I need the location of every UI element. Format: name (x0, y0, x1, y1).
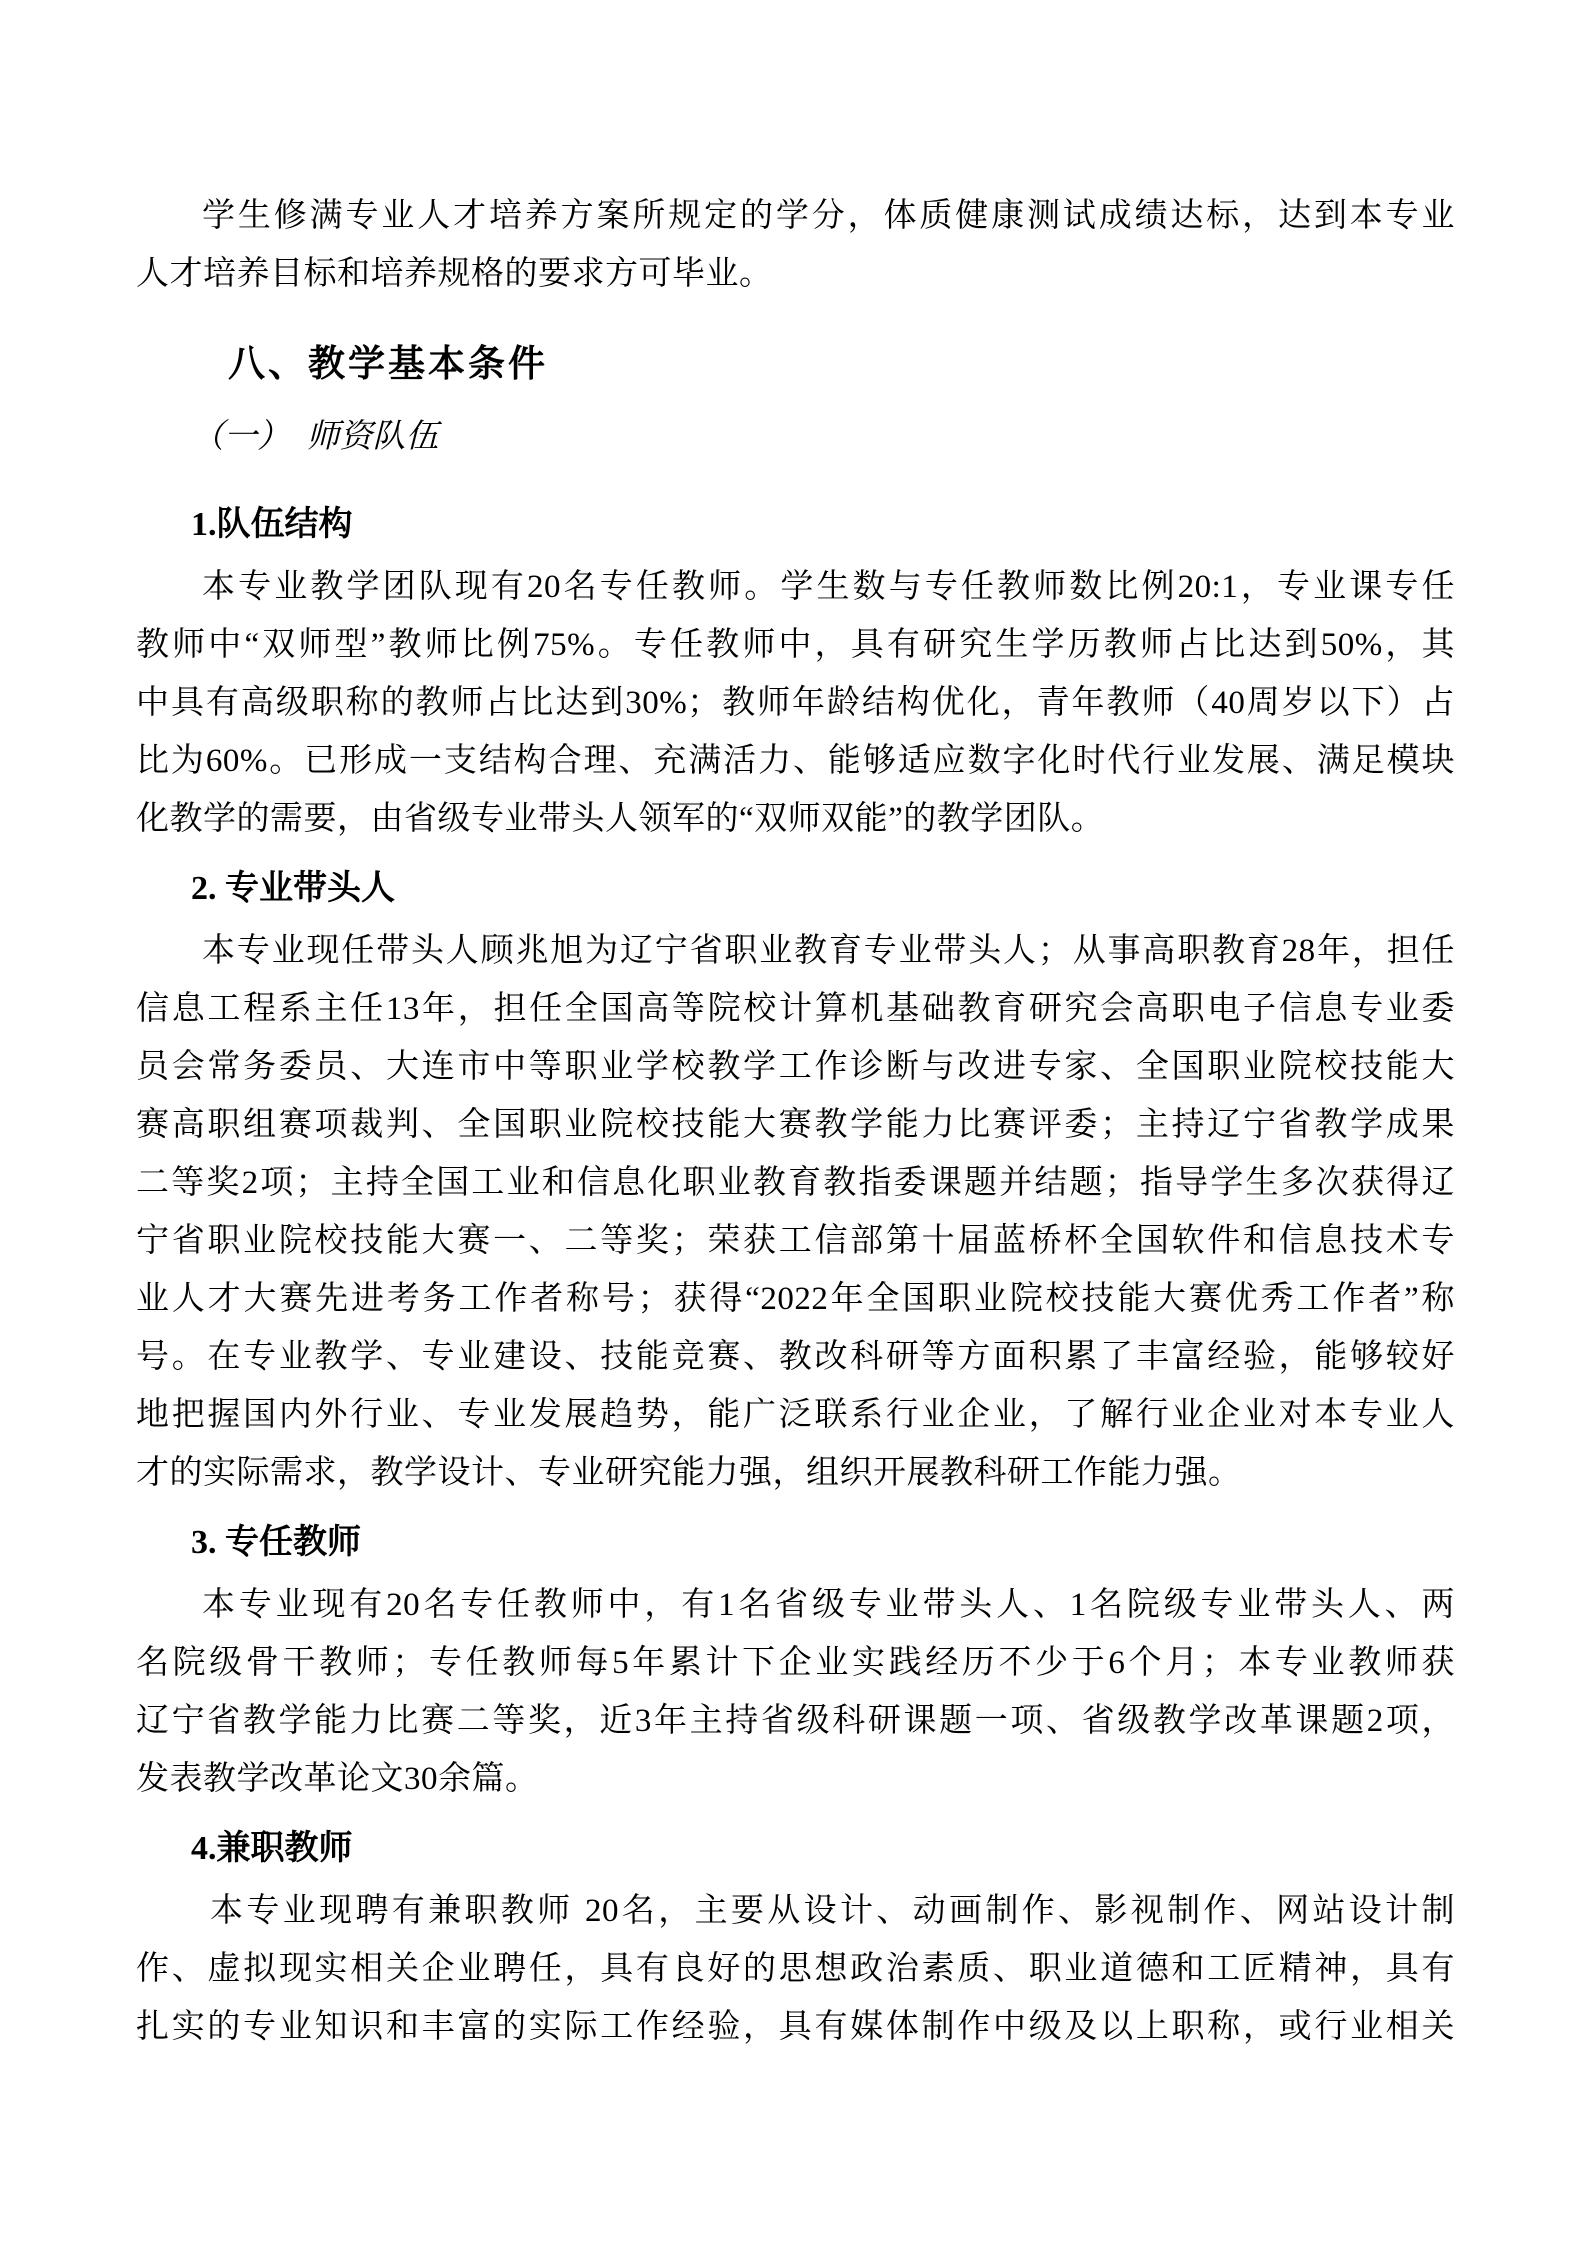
text-line: 比为60%。已形成一支结构合理、充满活力、能够适应数字化时代行业发展、满足模块 (136, 743, 1455, 779)
text-line: 信息工程系主任13年，担任全国高等院校计算机基础教育研究会高职电子信息专业委 (136, 991, 1455, 1027)
paragraph-fulltime-teachers (136, 1576, 1455, 1808)
text-line: 本专业现有20名专任教师中，有1名省级专业带头人、1名院级专业带头人、两 (202, 1587, 1455, 1623)
paragraph-graduation-requirement (136, 187, 1455, 303)
text-line: 扎实的专业知识和丰富的实际工作经验，具有媒体制作中级及以上职称，或行业相关 (136, 2009, 1455, 2045)
text-line: 作、虚拟现实相关企业聘任，具有良好的思想政治素质、职业道德和工匠精神，具有 (136, 1951, 1455, 1987)
text-line: 员会常务委员、大连市中等职业学校教学工作诊断与改进专家、全国职业院校技能大 (136, 1049, 1455, 1085)
text-line: 辽宁省教学能力比赛二等奖，近3年主持省级科研课题一项、省级教学改革课题2项， (136, 1703, 1455, 1739)
text-line: 号。在专业教学、专业建设、技能竞赛、教改科研等方面积累了丰富经验，能够较好 (136, 1339, 1455, 1375)
heading-item-2-program-leader: 2. 专业带头人 (191, 870, 395, 907)
text-line: 宁省职业院校技能大赛一、二等奖；荣获工信部第十届蓝桥杯全国软件和信息技术专 (136, 1223, 1455, 1259)
text-line: 化教学的需要，由省级专业带头人领军的“双师双能”的教学团队。 (136, 801, 1105, 837)
text-line: 本专业教学团队现有20名专任教师。学生数与专任教师数比例20:1，专业课专任 (202, 569, 1455, 605)
text-line: 地把握国内外行业、专业发展趋势，能广泛联系行业企业，了解行业企业对本专业人 (136, 1397, 1455, 1433)
heading-chapter-8-teaching-conditions: 八、教学基本条件 (228, 343, 548, 384)
heading-item-4-parttime-teachers: 4.兼职教师 (191, 1830, 353, 1867)
text-line: 赛高职组赛项裁判、全国职业院校技能大赛教学能力比赛评委；主持辽宁省教学成果 (136, 1107, 1455, 1143)
text-line: 二等奖2项；主持全国工业和信息化职业教育教指委课题并结题；指导学生多次获得辽 (136, 1165, 1455, 1201)
paragraph-parttime-teachers (136, 1882, 1455, 2056)
paragraph-team-structure (136, 558, 1455, 848)
text-line: 名院级骨干教师；专任教师每5年累计下企业实践经历不少于6个月；本专业教师获 (136, 1645, 1455, 1681)
text-line: 才的实际需求，教学设计、专业研究能力强，组织开展教科研工作能力强。 (136, 1455, 1242, 1491)
heading-subsection-faculty-team: （一） 师资队伍 (191, 419, 439, 455)
text-line: 本专业现聘有兼职教师 20名，主要从设计、动画制作、影视制作、网站设计制 (210, 1893, 1455, 1929)
text-line: 中具有高级职称的教师占比达到30%；教师年龄结构优化，青年教师（40周岁以下）占 (136, 685, 1455, 721)
text-line: 教师中“双师型”教师比例75%。专任教师中，具有研究生学历教师占比达到50%，其 (136, 627, 1455, 663)
paragraph-program-leader (136, 922, 1455, 1502)
text-line: 学生修满专业人才培养方案所规定的学分，体质健康测试成绩达标，达到本专业 (202, 198, 1455, 234)
text-line: 业人才大赛先进考务工作者称号；获得“2022年全国职业院校技能大赛优秀工作者”称 (136, 1281, 1455, 1317)
heading-item-3-fulltime-teachers: 3. 专任教师 (191, 1524, 361, 1561)
heading-item-1-team-structure: 1.队伍结构 (191, 506, 353, 543)
text-line: 发表教学改革论文30余篇。 (136, 1761, 539, 1797)
text-line: 本专业现任带头人顾兆旭为辽宁省职业教育专业带头人；从事高职教育28年，担任 (202, 933, 1455, 969)
text-line: 人才培养目标和培养规格的要求方可毕业。 (136, 256, 773, 292)
